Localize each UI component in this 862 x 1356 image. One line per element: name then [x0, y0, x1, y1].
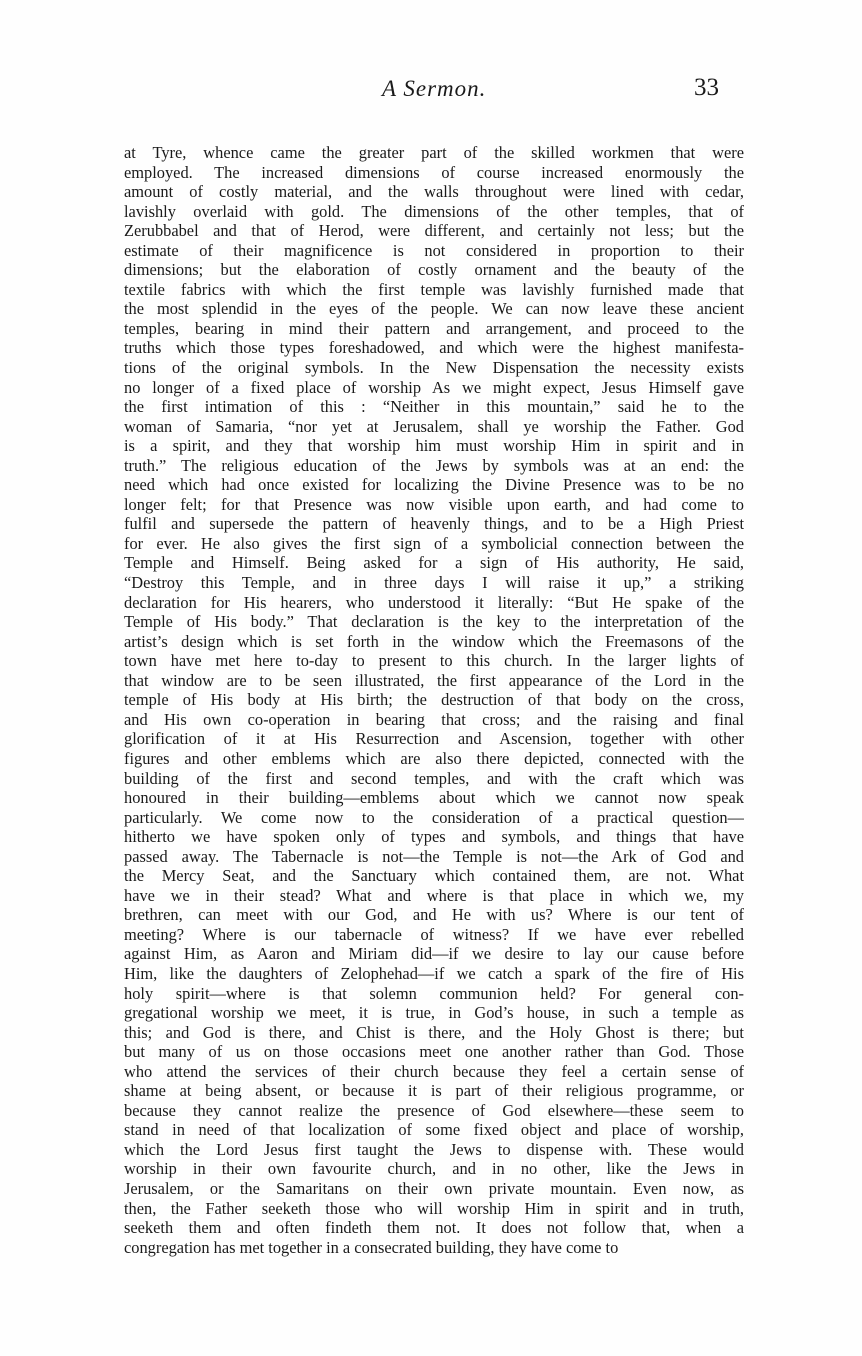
- text-line: fulfil and supersede the pattern of heavenly things, and to be a High Priest: [124, 514, 744, 534]
- text-line: is a spirit, and they that worship him must worship Him in spirit and in: [124, 436, 744, 456]
- text-line: have we in their stead? What and where is that place in which we, my: [124, 885, 744, 905]
- text-line: temples, bearing in mind their pattern and arrangement, and proceed to the: [124, 318, 744, 338]
- text-line: glorification of it at His Resurrection and Ascension, together with other: [124, 729, 744, 749]
- text-line: because they cannot realize the presence of God elsewhere—these seem to: [124, 1100, 744, 1120]
- body-text: [124, 143, 744, 1257]
- text-line: town have met here to-day to present to this church. In the larger lights of: [124, 651, 744, 671]
- text-line: gregational worship we meet, it is true, in God’s house, in such a temple as: [124, 1003, 744, 1023]
- text-line: which the Lord Jesus first taught the Jews to dispense with. These would: [124, 1139, 744, 1159]
- text-line: Him, like the daughters of Zelophehad—if we catch a spark of the fire of His: [124, 963, 744, 983]
- text-line: Zerubbabel and that of Herod, were different, and certainly not less; but the: [124, 221, 744, 241]
- text-line: employed. The increased dimensions of course increased enormously the: [124, 162, 744, 182]
- text-line: amount of costly material, and the walls throughout were lined with cedar,: [124, 182, 744, 202]
- text-line: the first intimation of this : “Neither in this mountain,” said he to the: [124, 397, 744, 417]
- text-line: building of the first and second temples, and with the craft which was: [124, 768, 744, 788]
- text-line: truths which those types foreshadowed, and which were the highest manifesta-: [124, 338, 744, 358]
- text-line: “Destroy this Temple, and in three days I will raise it up,” a striking: [124, 573, 744, 593]
- text-line: brethren, can meet with our God, and He with us? Where is our tent of: [124, 905, 744, 925]
- text-line: shame at being absent, or because it is part of their religious programme, or: [124, 1081, 744, 1101]
- text-line: dimensions; but the elaboration of costly ornament and the beauty of the: [124, 260, 744, 280]
- text-line: for ever. He also gives the first sign of a symbolicial connection between the: [124, 533, 744, 553]
- text-line: that window are to be seen illustrated, the first appearance of the Lord in the: [124, 670, 744, 690]
- text-line: figures and other emblems which are also there depicted, connected with the: [124, 748, 744, 768]
- text-line: Jerusalem, or the Samaritans on their own private mountain. Even now, as: [124, 1178, 744, 1198]
- text-line: Temple of His body.” That declaration is the key to the interpretation of the: [124, 612, 744, 632]
- text-line: who attend the services of their church because they feel a certain sense of: [124, 1061, 744, 1081]
- text-line: then, the Father seeketh those who will worship Him in spirit and in truth,: [124, 1198, 744, 1218]
- text-line: longer felt; for that Presence was now visible upon earth, and had come to: [124, 494, 744, 514]
- text-line: textile fabrics with which the first temple was lavishly furnished made that: [124, 279, 744, 299]
- text-line: worship in their own favourite church, and in no other, like the Jews in: [124, 1159, 744, 1179]
- text-line: the Mercy Seat, and the Sanctuary which contained them, are not. What: [124, 866, 744, 886]
- text-line: and His own co-operation in bearing that cross; and the raising and final: [124, 709, 744, 729]
- text-line: lavishly overlaid with gold. The dimensions of the other temples, that of: [124, 201, 744, 221]
- text-line: this; and God is there, and Chist is there, and the Holy Ghost is there; but: [124, 1022, 744, 1042]
- text-line: declaration for His hearers, who understood it literally: “But He spake of the: [124, 592, 744, 612]
- text-line: temple of His body at His birth; the destruction of that body on the cross,: [124, 690, 744, 710]
- text-line: the most splendid in the eyes of the people. We can now leave these ancient: [124, 299, 744, 319]
- text-line: Temple and Himself. Being asked for a sign of His authority, He said,: [124, 553, 744, 573]
- text-line: holy spirit—where is that solemn communion held? For general con-: [124, 983, 744, 1003]
- text-line: passed away. The Tabernacle is not—the Temple is not—the Ark of God and: [124, 846, 744, 866]
- text-line: congregation has met together in a consecrated building, they have come to: [124, 1237, 619, 1257]
- running-title: A Sermon.: [382, 76, 487, 101]
- text-line: particularly. We come now to the consideration of a practical question—: [124, 807, 744, 827]
- text-line: but many of us on those occasions meet one another rather than God. Those: [124, 1042, 744, 1062]
- text-line: need which had once existed for localizing the Divine Presence was to be no: [124, 475, 744, 495]
- text-line: estimate of their magnificence is not considered in proportion to their: [124, 240, 744, 260]
- page-number: 33: [694, 74, 719, 101]
- text-line: against Him, as Aaron and Miriam did—if we desire to lay our cause before: [124, 944, 744, 964]
- text-line: at Tyre, whence came the greater part of the skilled workmen that were: [124, 143, 744, 162]
- running-head: [0, 72, 862, 112]
- text-line: tions of the original symbols. In the New Dispensation the necessity exists: [124, 358, 744, 378]
- text-line: woman of Samaria, “nor yet at Jerusalem, shall ye worship the Father. God: [124, 416, 744, 436]
- text-line: no longer of a fixed place of worship As we might expect, Jesus Himself gave: [124, 377, 744, 397]
- text-line: truth.” The religious education of the Jews by symbols was at an end: the: [124, 455, 744, 475]
- text-line: hitherto we have spoken only of types and symbols, and things that have: [124, 827, 744, 847]
- text-line: stand in need of that localization of some fixed object and place of worship,: [124, 1120, 744, 1140]
- text-line: artist’s design which is set forth in the window which the Freemasons of the: [124, 631, 744, 651]
- text-line: seeketh them and often findeth them not. It does not follow that, when a: [124, 1218, 744, 1238]
- text-line: honoured in their building—emblems about which we cannot now speak: [124, 788, 744, 808]
- text-line: meeting? Where is our tabernacle of witness? If we have ever rebelled: [124, 924, 744, 944]
